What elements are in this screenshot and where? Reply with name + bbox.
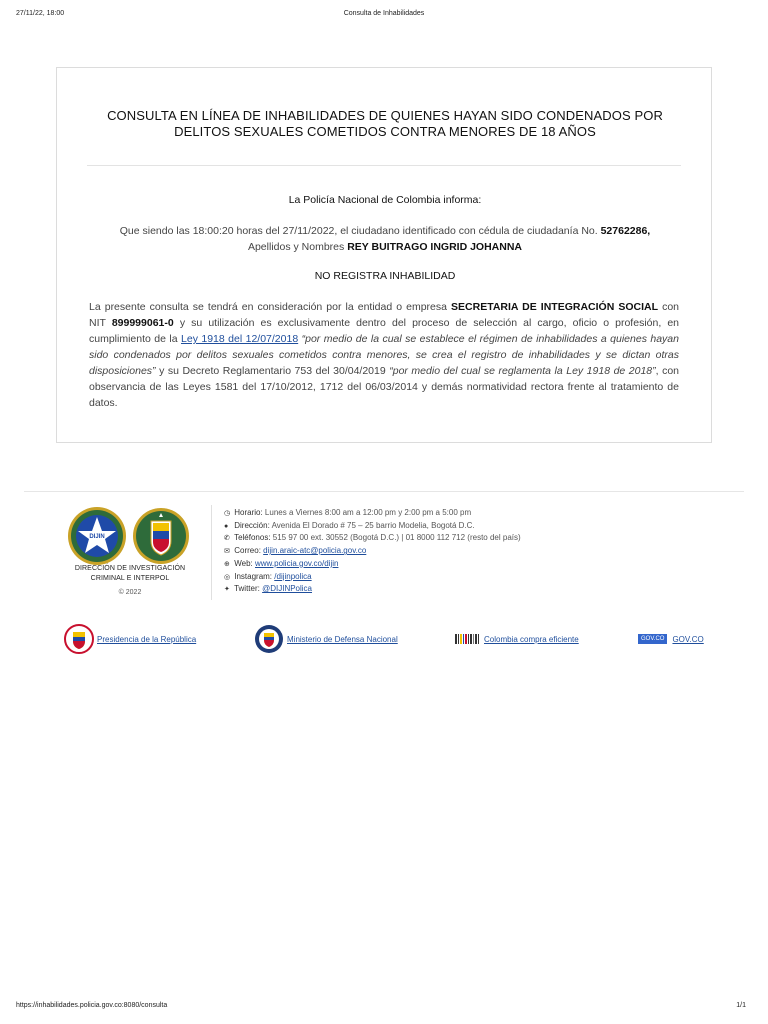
- twitter-icon: ✦: [224, 586, 230, 594]
- nit-number: 899999061-0: [111, 317, 174, 329]
- decree-quote: “por medio del cual se reglamenta la Ley 1918 de 2018”: [389, 365, 656, 377]
- dijin-caption-line-1: DIRECCIÓN DE INVESTIGACIÓN: [74, 565, 186, 572]
- contact-twitter: [224, 583, 624, 596]
- contact-info: [224, 507, 624, 596]
- presidencia-link[interactable]: Presidencia de la República: [97, 634, 197, 644]
- full-name: REY BUITRAGO INGRID JOHANNA: [347, 241, 523, 253]
- result-card: [56, 67, 712, 443]
- copyright: © 2022: [118, 589, 142, 596]
- dijin-caption: [56, 564, 204, 584]
- instagram-link[interactable]: /dijinpolica: [274, 571, 312, 581]
- gov-link-govco[interactable]: [638, 624, 704, 654]
- dijin-caption-line-2: CRIMINAL E INTERPOL: [90, 575, 170, 582]
- print-footer: [0, 1002, 768, 1014]
- mindefensa-seal-icon: [254, 624, 284, 654]
- gov-link-presidencia[interactable]: [64, 624, 196, 654]
- correo-label: Correo:: [234, 546, 261, 556]
- correo-link[interactable]: dijin.araic-atc@policia.gov.co: [263, 546, 367, 556]
- contact-horario: [224, 507, 624, 520]
- horario-value: Lunes a Viernes 8:00 am a 12:00 pm y 2:00 pm a 5:00 pm: [264, 508, 472, 517]
- status-result: NO REGISTRA INHABILIDAD: [314, 270, 456, 282]
- direccion-label: Dirección:: [234, 520, 270, 530]
- contact-correo: [224, 545, 624, 558]
- instagram-label: Instagram:: [234, 571, 273, 581]
- phone-icon: ✆: [224, 535, 230, 543]
- para-text-1: La presente consulta se tendrá en consideración por la entidad o empresa: [89, 301, 447, 313]
- clock-icon: ◷: [224, 510, 231, 517]
- direccion-value: Avenida El Dorado # 75 – 25 barrio Modelia, Bogotá D.C.: [271, 520, 475, 530]
- law-quote: “por medio de la cual se establece el régimen de inhabilidades a quienes hayan sido condenados por delitos sexuales cometidos contra menores, se crea el registro de inhabilidades y se dictan otras disposiciones”: [89, 333, 679, 377]
- id-number: 52762286,: [600, 225, 651, 237]
- consultation-statement: [87, 223, 683, 255]
- envelope-icon: ✉: [224, 548, 230, 556]
- para-text-3: y su utilización es exclusivamente dentro del proceso de selección al cargo, oficio o profesión, en cumplimiento de la: [89, 317, 680, 345]
- print-page-count: 1/1: [736, 1002, 746, 1009]
- print-header: [0, 10, 768, 22]
- instagram-icon: ◎: [224, 573, 231, 581]
- gov-link-compra[interactable]: [455, 624, 579, 654]
- policia-nacional-shield: [132, 505, 190, 567]
- govco-link[interactable]: GOV.CO: [672, 634, 704, 644]
- globe-icon: ⊕: [224, 560, 230, 568]
- names-label: Apellidos y Nombres: [247, 241, 345, 253]
- govco-badge: GOV.CO: [638, 634, 667, 644]
- web-link[interactable]: www.policia.gov.co/dijin: [255, 558, 339, 568]
- map-marker-icon: ●: [224, 522, 229, 530]
- legal-paragraph: [89, 299, 679, 411]
- government-links: [0, 624, 768, 658]
- colombia-compra-logo-icon: [455, 633, 481, 645]
- statement-prefix: Que siendo las 18:00:20 horas del 27/11/2022, el ciudadano identificado con cédula de ciudadanía No.: [119, 225, 598, 237]
- mindefensa-link[interactable]: Ministerio de Defensa Nacional: [287, 634, 398, 644]
- title-divider: [87, 165, 681, 166]
- para-text-4: y su Decreto Reglamentario 753 del 30/04/2019: [159, 365, 386, 377]
- telefonos-label: Teléfonos:: [234, 533, 271, 543]
- dijin-logo-text: DIJIN: [89, 534, 105, 540]
- web-label: Web:: [234, 558, 253, 568]
- twitter-label: Twitter:: [234, 584, 260, 594]
- horario-label: Horario:: [234, 508, 263, 517]
- footer-logos: [66, 505, 190, 567]
- footer-divider: [24, 491, 744, 492]
- print-url: https://inhabilidades.policia.gov.co:8080/consulta: [16, 1002, 168, 1009]
- dijin-logo: [66, 505, 128, 567]
- gov-link-mindefensa[interactable]: [254, 624, 398, 654]
- contact-instagram: [224, 571, 624, 584]
- informs-heading: La Policía Nacional de Colombia informa:: [288, 194, 482, 206]
- colombia-coat-of-arms-icon: [64, 624, 94, 654]
- telefonos-value: 515 97 00 ext. 30552 (Bogotá D.C.) | 01 8000 112 712 (resto del país): [272, 533, 521, 543]
- contact-direccion: [224, 520, 624, 533]
- para-text-2: con NIT: [89, 301, 679, 329]
- para-text-5: , con observancia de las Leyes 1581 del 17/10/2012, 1712 del 06/03/2014 y demás normatividad rectora frente al tratamiento de datos.: [89, 365, 680, 409]
- compra-eficiente-link[interactable]: Colombia compra eficiente: [484, 634, 579, 644]
- law-link[interactable]: Ley 1918 del 12/07/2018: [181, 333, 299, 345]
- contact-telefonos: [224, 532, 624, 545]
- footer-vertical-divider: [211, 505, 212, 600]
- page-title: CONSULTA EN LÍNEA DE INHABILIDADES DE QUIENES HAYAN SIDO CONDENADOS POR DELITOS SEXUALES COMETIDOS CONTRA MENORES DE 18 AÑOS: [107, 108, 663, 139]
- contact-web: [224, 558, 624, 571]
- entity-name: SECRETARIA DE INTEGRACIÓN SOCIAL: [451, 301, 659, 313]
- twitter-link[interactable]: @DIJINPolica: [262, 584, 313, 594]
- print-title: Consulta de Inhabilidades: [343, 10, 425, 17]
- print-date: 27/11/22, 18:00: [16, 10, 65, 17]
